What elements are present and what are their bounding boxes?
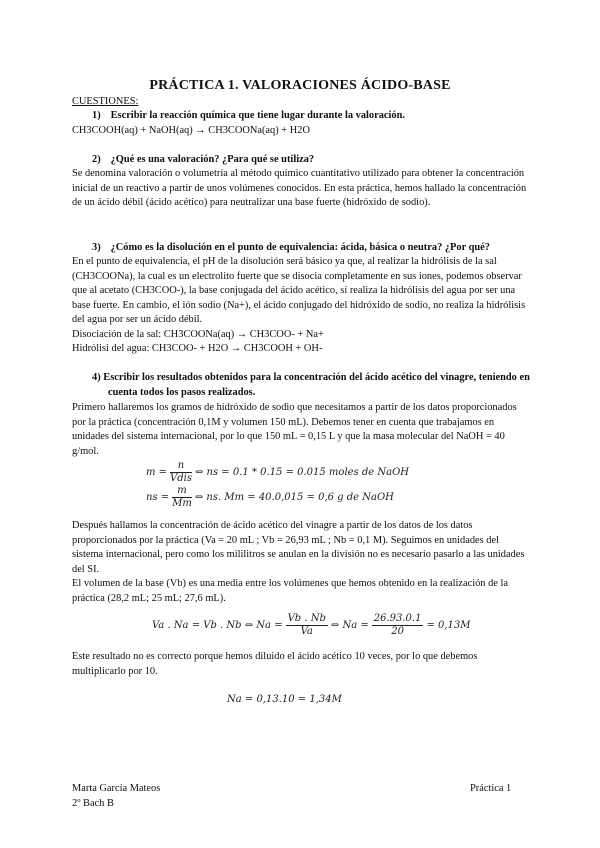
question-4-para-4: Este resultado no es correcto porque hemos diluido el ácido acético 10 veces, por lo que debemos multiplicarlo por 10. xyxy=(72,651,478,677)
formula-concentration-result: = 0,13M xyxy=(426,620,471,631)
question-3 xyxy=(72,241,527,256)
question-3-number: 3) xyxy=(92,242,101,253)
formula-moles-result: ⇔ ns = 0.1 * 0.15 = 0.015 moles de NaOH xyxy=(195,467,409,478)
question-3-dissociation: Disociación de la sal: CH3COONa(aq) → CH3COO- + Na+ xyxy=(72,329,324,340)
question-4 xyxy=(72,371,548,400)
question-4-text: Escribir los resultados obtenidos para la concentración del ácido acético del vinagre, teniendo en cuenta todos los pasos realizados. xyxy=(103,372,530,398)
formula-mass-result: ⇔ ns. Mm = 40.0,015 = 0,6 g de NaOH xyxy=(194,492,394,503)
question-2-number: 2) xyxy=(92,154,101,165)
question-1 xyxy=(72,109,527,124)
footer-class: 2º Bach B xyxy=(72,798,114,809)
section-heading-text: CUESTIONES xyxy=(72,96,136,107)
question-2-answer: Se denomina valoración o volumetría al método químico cuantitativo utilizado para obtener la concentración inicial de un reactivo a partir de unos volúmenes conocidos. En esta práctica, hemos hallado la concentración de un ácido débil (ácido acético) para neutralizar una base fuerte (hidróxido de sodio). xyxy=(72,168,527,209)
question-3-answer: En el punto de equivalencia, el pH de la disolución será básico ya que, al realizar la hidrólisis de la sal (CH3COONa), la cual es un electrolito fuerte que se disocia completamente en sus iones, podemos observar que al acetato (CH3COO-), la base conjugada del ácido acético, sí realiza la hidrólisis del agua por ser una base fuerte. En cambio, el ión sodio (Na+), el ácido conjugado del hidróxido de sodio, no realiza la hidrólisis del agua por ser un ácido débil. xyxy=(72,256,526,326)
formula-concentration: Va . Na = Vb . Nb ⇔ Na = $\frac{Vb . Nb}{Va}$ ⇔ Na = $\frac{26.93.0.1}{20}$ = 0,13M xyxy=(152,613,471,637)
question-3-hydrolysis: Hidrólisi del agua: CH3COO- + H2O → CH3COOH + OH- xyxy=(72,343,323,354)
question-2-text: ¿Qué es una valoración? ¿Para qué se utiliza? xyxy=(110,154,315,165)
question-1-equation: CH3COOH(aq) + NaOH(aq) → CH3COONa(aq) + H2O xyxy=(72,125,310,136)
question-2 xyxy=(72,153,527,168)
formula-moles: m = $\frac{n}{\text{Vdis}}$ ⇔ ns = 0.1 * 0.15 = 0.015 moles de NaOH xyxy=(146,460,409,484)
footer-practice: Práctica 1 xyxy=(470,783,512,794)
question-4-para-2: Después hallamos la concentración de ácido acético del vinagre a partir de los datos de los datos proporcionados por la práctica (Va = 20 mL ; Vb = 26,93 mL ; Nb = 0,1 M). Seguimos en unidades del sistema internacional, pero como los mililitros se anulan en la división no es necesario pasarlo a las unidades del SI. xyxy=(72,520,525,575)
document-title: PRÁCTICA 1. VALORACIONES ÁCIDO-BASE xyxy=(149,78,451,93)
question-1-number: 1) xyxy=(92,110,101,121)
question-3-text: ¿Cómo es la disolución en el punto de equivalencia: ácida, básica o neutra? ¿Por qué? xyxy=(110,242,490,253)
question-4-para-1: Primero hallaremos los gramos de hidróxido de sodio que necesitamos a partir de los datos proporcionados por la práctica (concentración 0,1M y volumen 150 mL). Debemos tener en cuenta que trabajamos en unidades del sistema internacional, por lo que 150 mL = 0,15 L y que la masa molecular del NaOH = 40 g/mol. xyxy=(72,402,517,457)
question-4-para-3: El volumen de la base (Vb) es una media entre los volúmenes que hemos obtenido en la realización de la práctica (28,2 mL; 25 mL; 27,6 mL). xyxy=(72,578,508,604)
question-1-text: Escribir la reacción química que tiene lugar durante la valoración. xyxy=(110,110,406,121)
footer-author: Marta García Mateos xyxy=(72,783,161,794)
formula-final: Na = 0,13.10 = 1,34M xyxy=(227,694,342,705)
section-heading: CUESTIONES: xyxy=(72,96,139,107)
question-4-number: 4) xyxy=(92,372,101,383)
formula-mass: ns = $\frac{m}{Mm}$ ⇔ ns. Mm = 40.0,015 = 0,6 g de NaOH xyxy=(146,485,394,509)
